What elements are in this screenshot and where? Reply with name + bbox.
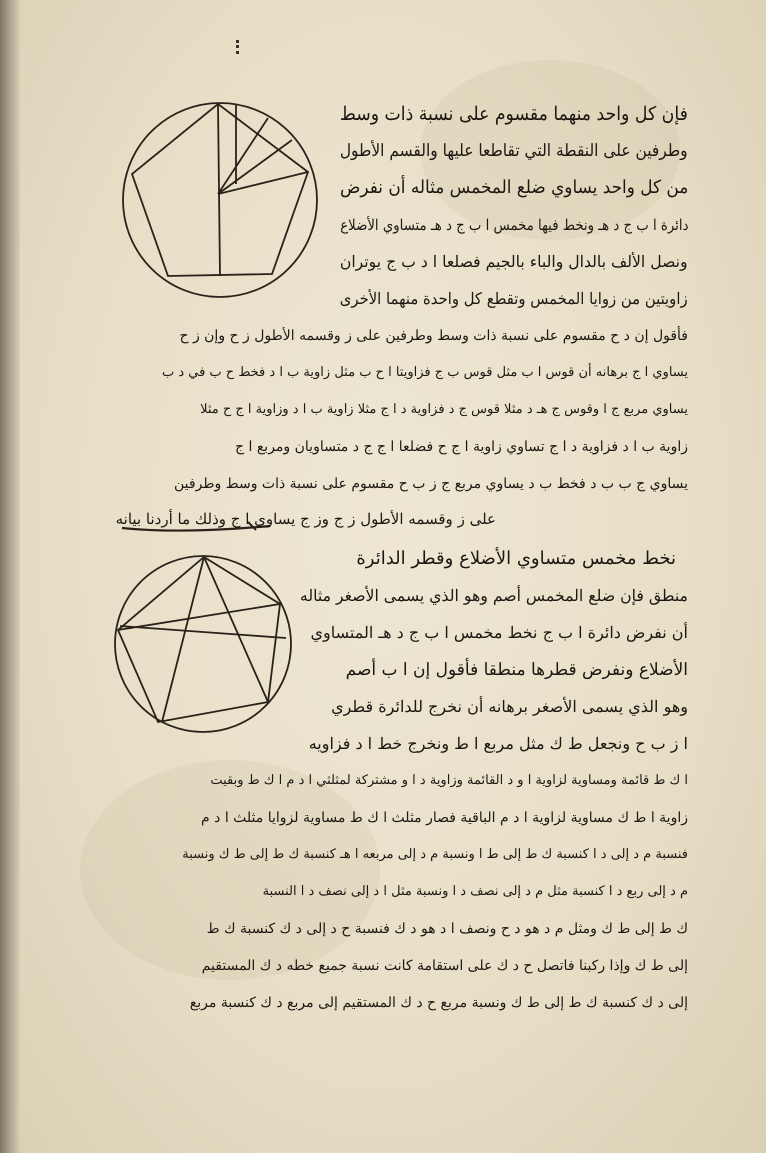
text-line: دائرة ا ب ج د هـ ونخط فيها مخمس ا ب ج د هـ متساوي الأضلاع bbox=[339, 216, 688, 234]
circumscribed-circle bbox=[115, 556, 291, 732]
text-line: على ز وقسمه الأطول ز ج وز ج يساوي ا ج وذلك ما أردنا بيانه bbox=[115, 510, 496, 528]
text-line: وهو الذي يسمى الأصغر برهانه أن نخرج للدائرة قطري bbox=[331, 697, 688, 716]
construction-line bbox=[218, 140, 292, 194]
text-line: يساوي ا ج برهانه أن قوس ا ب مثل قوس ب ج فزاويتا ا ح ب مثل زاوية ب ا د فخط ح ب في د ب bbox=[161, 365, 688, 380]
text-line: إلى ط ك وإذا ركبنا فاتصل ح د ك على استقامة كانت نسبة جميع خطه د ك المستقيم bbox=[201, 958, 688, 974]
text-line: الأضلاع ونفرض قطرها منطقا فأقول إن ا ب أصم bbox=[345, 660, 688, 680]
construction-line bbox=[118, 604, 280, 630]
construction-line bbox=[204, 557, 268, 702]
text-line: يساوي مربع ج ا وقوس ج هـ د مثلا قوس ج د فزاوية د ا ج مثلا زاوية ب ا د وزاوية ا ج ح مثلا bbox=[200, 402, 688, 417]
text-line: زاوية ب ا د فزاوية د ا ج تساوي زاوية ا ج ح فضلعا ا ج ج د متساويان ومربع ا ج bbox=[235, 439, 688, 455]
text-line: فإن كل واحد منهما مقسوم على نسبة ذات وسط bbox=[339, 103, 688, 125]
text-line: زاوية ا ط ك مساوية لزاوية ا د م الباقية فصار مثلث ا ك ط مساوية لزوايا مثلث ا د م bbox=[201, 810, 688, 826]
text-line: من كل واحد يساوي ضلع المخمس مثاله أن نفرض bbox=[339, 177, 688, 198]
text-line: فأقول إن د ح مقسوم على نسبة ذات وسط وطرفين على ز وقسمه الأطول ز ح وإن ز ح bbox=[179, 328, 688, 344]
construction-line bbox=[162, 557, 204, 722]
text-line: يساوي ج ب ب د فخط ب د يساوي مربع ج ز ب ح مقسوم على نسبة ذات وسط وطرفين bbox=[174, 476, 688, 492]
pentagon-diagram-bottom bbox=[110, 552, 296, 738]
construction-line bbox=[120, 626, 286, 638]
text-line: ك ط إلى ط ك ومثل م د هو د ح ونصف ا د هو د ك فنسبة ح د إلى د ك كنسبة ك ط bbox=[206, 921, 688, 937]
binding-gutter bbox=[0, 0, 20, 1153]
text-line: منطق فإن ضلع المخمس أصم وهو الذي يسمى الأصغر مثاله bbox=[299, 586, 688, 605]
text-line: إلى د ك كنسبة ك ط إلى ط ك ونسبة مربع ح د ك المستقيم إلى مربع د ك كنسبة مربع bbox=[189, 995, 688, 1011]
text-line: وطرفين على النقطة التي تقاطعا عليها والقسم الأطول bbox=[340, 141, 688, 161]
text-line: ونصل الألف بالدال والباء بالجيم فصلعا ا د ب ج يوتران bbox=[340, 252, 688, 271]
text-line: م د إلى ربع د ا كنسبة مثل م د إلى نصف د ا ونسبة مثل ا د إلى نصف د ا النسبة bbox=[262, 884, 688, 899]
text-line: فنسبة م د إلى د ا كنسبة ك ط إلى ط ا ونسبة م د إلى مربعه ا هـ كنسبة ك ط إلى ط ك ونسبة bbox=[182, 847, 688, 862]
construction-line bbox=[218, 172, 308, 194]
text-line: زاويتين من زوايا المخمس وتقطع كل واحدة منهما الأخرى bbox=[340, 289, 688, 308]
pentagon-diagram-top bbox=[118, 96, 328, 306]
construction-line bbox=[218, 118, 268, 194]
text-line: نخط مخمس متساوي الأضلاع وقطر الدائرة bbox=[356, 548, 676, 569]
text-line: ا ك ط قائمة ومساوية لزاوية ا و د القائمة وزاوية د ا و مشتركة لمثلثي ا د م ا ك ط وبقيت bbox=[210, 773, 688, 788]
ink-dots bbox=[236, 40, 243, 54]
inscribed-pentagon bbox=[118, 557, 280, 722]
text-line: ا ز ب ح ونجعل ط ك مثل مربع ا ط ونخرج خط ا د فزاويه bbox=[308, 734, 688, 753]
text-line: أن نفرض دائرة ا ب ج نخط مخمس ا ب ج د هـ المتساوي bbox=[310, 623, 688, 642]
